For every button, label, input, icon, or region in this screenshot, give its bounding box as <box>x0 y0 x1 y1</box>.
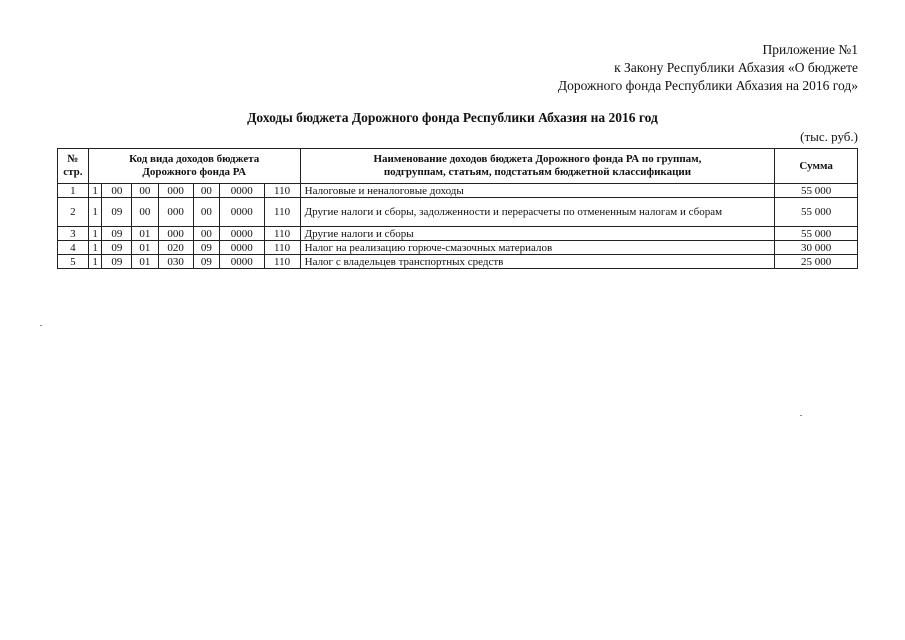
code-part-3: 00 <box>132 198 158 227</box>
income-name: Другие налоги и сборы, задолженности и перерасчеты по отмененным налогам и сборам <box>300 198 775 227</box>
scan-speck <box>800 415 802 416</box>
header-income-name <box>300 149 775 184</box>
code-part-2: 09 <box>102 227 132 241</box>
code-part-5: 00 <box>193 227 219 241</box>
income-name: Налог на реализацию горюче-смазочных материалов <box>300 241 775 255</box>
code-part-2: 09 <box>102 241 132 255</box>
code-part-5: 00 <box>193 184 219 198</box>
document-title: Доходы бюджета Дорожного фонда Республики Абхазия на 2016 год <box>247 110 658 125</box>
header-number-sign: № <box>67 153 79 165</box>
code-part-1: 1 <box>88 184 102 198</box>
row-number: 2 <box>58 198 89 227</box>
revenue-table <box>57 148 858 269</box>
table-row <box>58 255 858 269</box>
row-number: 4 <box>58 241 89 255</box>
code-part-4: 030 <box>158 255 193 269</box>
code-part-1: 1 <box>88 198 102 227</box>
income-sum: 55 000 <box>775 227 858 241</box>
header-code-line-1: Код вида доходов бюджета <box>129 153 260 165</box>
code-part-2: 09 <box>102 255 132 269</box>
code-part-4: 020 <box>158 241 193 255</box>
code-part-6: 0000 <box>220 184 264 198</box>
header-row-number <box>58 149 89 184</box>
code-part-5: 00 <box>193 198 219 227</box>
table-row <box>58 241 858 255</box>
code-part-7: 110 <box>264 241 300 255</box>
header-income-code <box>88 149 300 184</box>
code-part-6: 0000 <box>220 255 264 269</box>
law-reference-line-2: Дорожного фонда Республики Абхазия на 2016 год» <box>557 78 858 93</box>
code-part-6: 0000 <box>220 227 264 241</box>
income-name: Другие налоги и сборы <box>300 227 775 241</box>
code-part-7: 110 <box>264 184 300 198</box>
code-part-3: 01 <box>132 241 158 255</box>
header-sum: Сумма <box>775 149 858 184</box>
code-part-2: 00 <box>102 184 132 198</box>
code-part-6: 0000 <box>220 198 264 227</box>
row-number: 3 <box>58 227 89 241</box>
code-part-1: 1 <box>88 255 102 269</box>
scan-speck <box>40 325 42 326</box>
code-part-7: 110 <box>264 198 300 227</box>
appendix-number: Приложение №1 <box>762 42 858 57</box>
code-part-3: 00 <box>132 184 158 198</box>
header-name-line-1: Наименование доходов бюджета Дорожного фонда РА по группам, <box>373 153 702 165</box>
income-sum: 30 000 <box>775 241 858 255</box>
code-part-1: 1 <box>88 227 102 241</box>
income-name: Налоговые и неналоговые доходы <box>300 184 775 198</box>
code-part-5: 09 <box>193 241 219 255</box>
code-part-1: 1 <box>88 241 102 255</box>
unit-label: (тыс. руб.) <box>800 129 858 144</box>
code-part-7: 110 <box>264 255 300 269</box>
table-row <box>58 198 858 227</box>
header-name-line-2: подгруппам, статьям, подстатьям бюджетной классификации <box>383 166 692 178</box>
header-number-abbrev: стр. <box>63 166 83 178</box>
code-part-5: 09 <box>193 255 219 269</box>
table-row <box>58 184 858 198</box>
code-part-7: 110 <box>264 227 300 241</box>
law-reference-line-1: к Закону Республики Абхазия «О бюджете <box>614 60 858 75</box>
income-sum: 55 000 <box>775 184 858 198</box>
code-part-3: 01 <box>132 227 158 241</box>
code-part-6: 0000 <box>220 241 264 255</box>
row-number: 1 <box>58 184 89 198</box>
income-name: Налог с владельцев транспортных средств <box>300 255 775 269</box>
row-number: 5 <box>58 255 89 269</box>
code-part-3: 01 <box>132 255 158 269</box>
code-part-4: 000 <box>158 227 193 241</box>
table-header-row <box>58 149 858 184</box>
code-part-4: 000 <box>158 198 193 227</box>
income-sum: 55 000 <box>775 198 858 227</box>
header-code-line-2: Дорожного фонда РА <box>142 166 247 178</box>
table-row <box>58 227 858 241</box>
document-header <box>558 41 858 95</box>
code-part-2: 09 <box>102 198 132 227</box>
code-part-4: 000 <box>158 184 193 198</box>
income-sum: 25 000 <box>775 255 858 269</box>
